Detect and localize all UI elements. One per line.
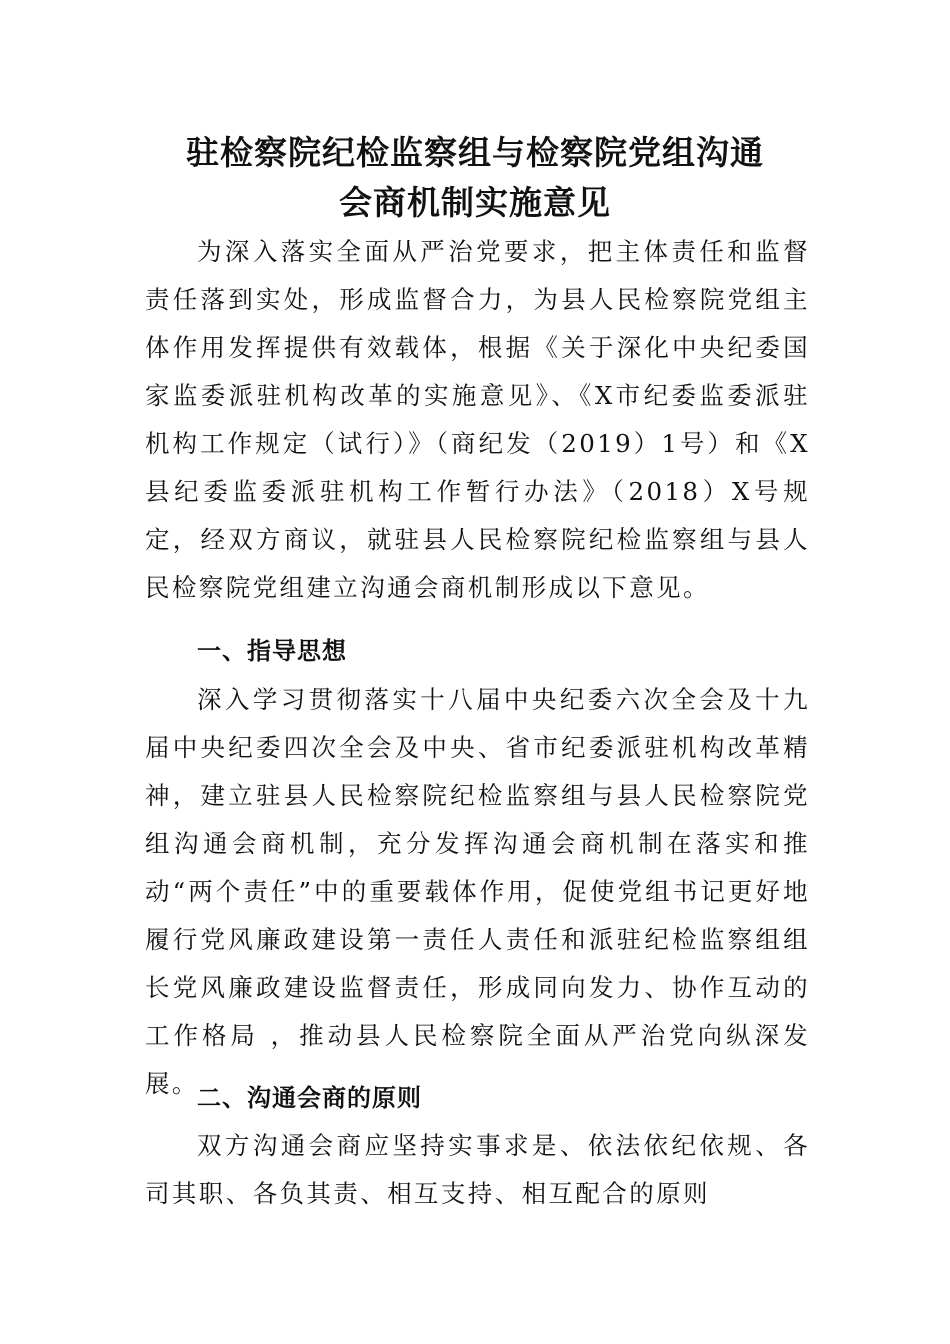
section-paragraph-principles: 双方沟通会商应坚持实事求是、依法依纪依规、各司其职、各负其责、相互支持、相互配合的原则 bbox=[145, 1131, 810, 1208]
document-title-line-2: 会商机制实施意见 bbox=[339, 183, 611, 222]
document-title-line-1: 驻检察院纪检监察组与检察院党组沟通 bbox=[186, 133, 764, 172]
section-heading-guiding-ideology: 一、指导思想 bbox=[197, 637, 347, 665]
section-heading-principles: 二、沟通会商的原则 bbox=[197, 1084, 422, 1112]
section-paragraph-guiding-ideology: 深入学习贯彻落实十八届中央纪委六次全会及十九届中央纪委四次全会及中央、省市纪委派驻机构改革精神，建立驻县人民检察院纪检监察组与县人民检察院党组沟通会商机制，充分发挥沟通会商机制在落实和推动“两个责任”中的重要载体作用，促使党组书记更好地履行党风廉政建设第一责任人责任和派驻纪检监察组组长党风廉政建设监督责任，形成同向发力、协作互动的工作格局 ，推动县人民检察院全面从严治党向纵深发展。 bbox=[145, 685, 810, 1098]
intro-paragraph: 为深入落实全面从严治党要求，把主体责任和监督责任落到实处，形成监督合力，为县人民检察院党组主体作用发挥提供有效载体，根据《关于深化中央纪委国家监委派驻机构改革的实施意见》、《X市纪委监委派驻机构工作规定（试行）》（商纪发（2019）1号）和《X县纪委监委派驻机构工作暂行办法》（2018）X号规定，经双方商议，就驻县人民检察院纪检监察组与县人民检察院党组建立沟通会商机制形成以下意见。 bbox=[145, 237, 810, 602]
